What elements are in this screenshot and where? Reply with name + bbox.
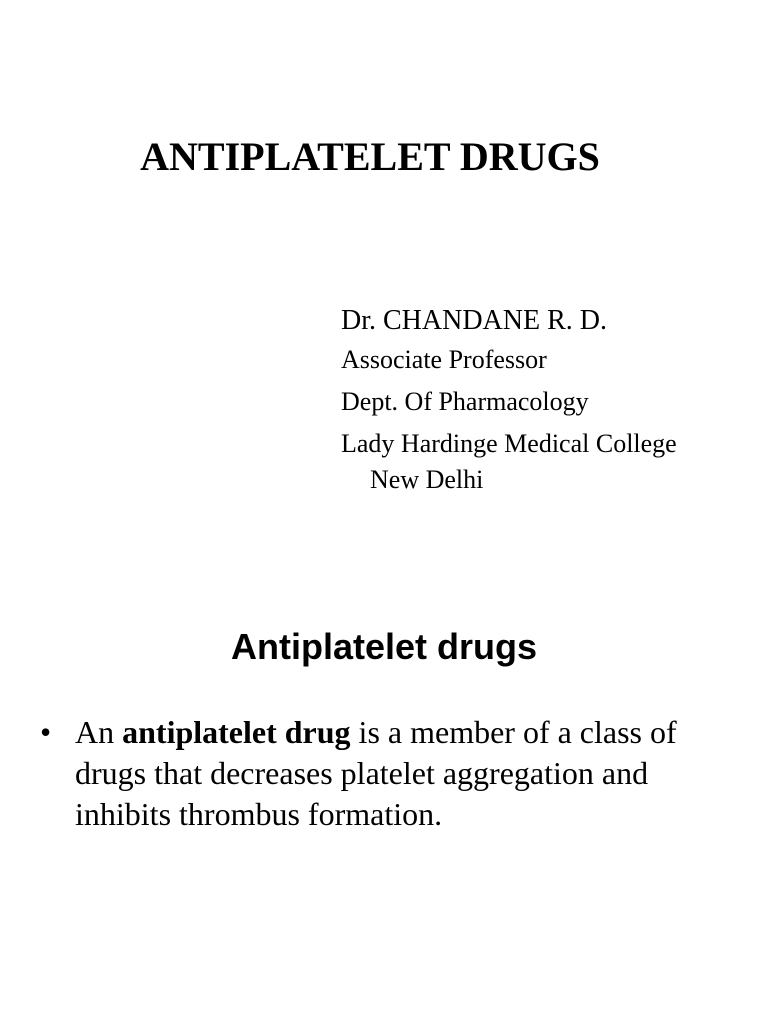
author-position: Associate Professor [341,345,547,374]
author-city: New Delhi [370,465,484,494]
bullet-prefix: An [75,714,123,750]
slide-title: ANTIPLATELET DRUGS [140,134,600,179]
bullet-text [75,712,740,835]
bullet-marker: • [40,714,52,750]
bold-term: antiplatelet drug [122,714,351,750]
slide-heading: Antiplatelet drugs [230,626,538,667]
author-institution: Lady Hardinge Medical College [341,429,677,458]
author-department: Dept. Of Pharmacology [341,387,589,416]
content-slide [0,576,768,1024]
author-name: Dr. CHANDANE R. D. [341,305,607,336]
author-block [341,303,677,495]
bullet-suffix: is a member of a class of drugs that decreases platelet aggregation and inhibits thrombus formation. [75,714,677,832]
bullet-item [40,712,740,835]
